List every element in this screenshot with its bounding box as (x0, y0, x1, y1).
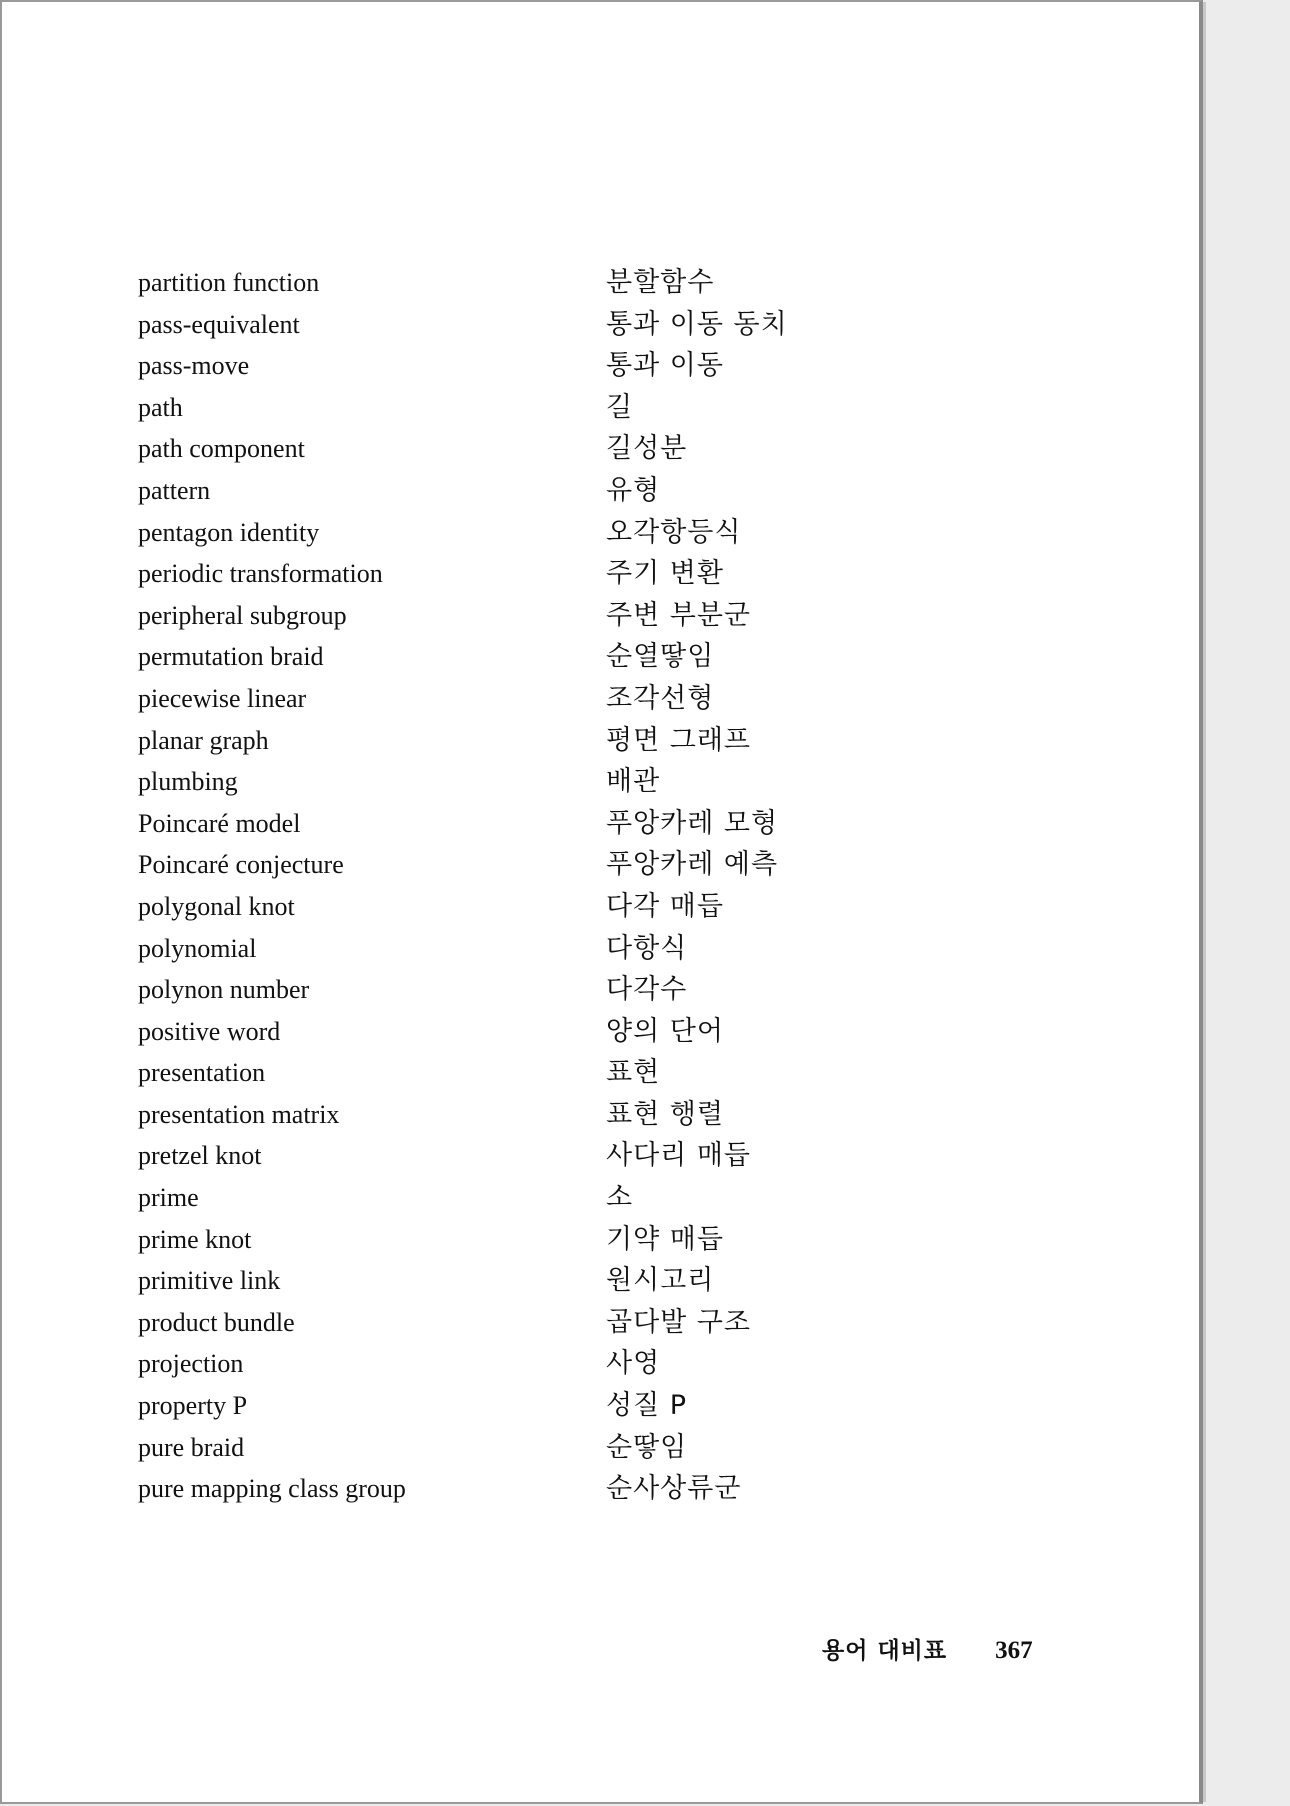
glossary-row (138, 557, 1038, 599)
glossary-row (138, 1223, 1038, 1265)
korean-term: 표현 (606, 1057, 661, 1089)
glossary-row (138, 1056, 1038, 1098)
korean-term: 통과 이동 (606, 350, 724, 382)
korean-term: 주기 변환 (606, 558, 724, 590)
glossary-row (138, 848, 1038, 890)
english-term: partition function (138, 268, 320, 297)
glossary-row (138, 474, 1038, 516)
english-term: pure mapping class group (138, 1474, 406, 1504)
glossary-row (138, 1389, 1038, 1431)
korean-term: 조각선형 (606, 682, 715, 714)
english-term: piecewise linear (138, 683, 307, 713)
korean-term: 순땋임 (606, 1431, 688, 1463)
korean-term: 사다리 매듭 (606, 1140, 751, 1172)
english-term: positive word (138, 1016, 281, 1046)
glossary-row (138, 932, 1038, 974)
korean-term: 기약 매듭 (606, 1223, 724, 1255)
korean-term: 순열땋임 (606, 641, 715, 673)
glossary-row (138, 1264, 1038, 1306)
glossary-row (138, 724, 1038, 766)
english-term: pass-move (138, 351, 250, 381)
footer-title: 용어 대비표 (822, 1638, 948, 1664)
korean-term: 오각항등식 (606, 516, 742, 548)
glossary-row (138, 1347, 1038, 1389)
korean-term: 주변 부분군 (606, 599, 751, 631)
glossary-row (138, 640, 1038, 682)
korean-term: 다항식 (606, 932, 688, 964)
english-term: pass-equivalent (138, 309, 300, 339)
english-term: pattern (138, 475, 211, 505)
korean-term: 길성분 (606, 433, 688, 465)
glossary-row (138, 807, 1038, 849)
english-term: periodic transformation (138, 559, 383, 589)
english-term: polygonal knot (138, 891, 295, 921)
english-term: presentation (138, 1058, 266, 1088)
english-term: prime (138, 1183, 199, 1213)
glossary-row (138, 266, 1038, 308)
korean-term: 길 (606, 391, 634, 423)
english-term: pentagon identity (138, 517, 320, 547)
korean-term: 평면 그래프 (606, 724, 751, 756)
glossary-row (138, 682, 1038, 724)
korean-term: 다각수 (606, 974, 688, 1006)
glossary-row (138, 973, 1038, 1015)
english-term: projection (138, 1349, 244, 1379)
korean-term: 분할함수 (606, 267, 715, 298)
english-term: path (138, 392, 183, 422)
korean-term: 성질 P (606, 1390, 688, 1422)
english-term: path component (138, 434, 305, 464)
korean-term: 통과 이동 동치 (606, 308, 788, 340)
glossary-row (138, 890, 1038, 932)
glossary-row (138, 308, 1038, 350)
english-term: presentation matrix (138, 1099, 340, 1129)
glossary-row (138, 1015, 1038, 1057)
glossary-row (138, 1306, 1038, 1348)
korean-term: 유형 (606, 474, 661, 506)
glossary-row (138, 1431, 1038, 1473)
page-footer (822, 1632, 1033, 1672)
korean-term: 곱다발 구조 (606, 1306, 751, 1338)
korean-term: 순사상류군 (606, 1473, 742, 1505)
glossary-row (138, 1098, 1038, 1140)
english-term: Poincaré model (138, 808, 301, 838)
glossary-row (138, 1181, 1038, 1223)
english-term: polynomial (138, 933, 257, 963)
english-term: prime knot (138, 1224, 252, 1254)
glossary-row (138, 432, 1038, 474)
korean-term: 푸앙카레 모형 (606, 807, 779, 839)
english-term: plumbing (138, 767, 238, 797)
korean-term: 푸앙카레 예측 (606, 849, 779, 881)
korean-term: 양의 단어 (606, 1015, 724, 1047)
glossary-row (138, 391, 1038, 433)
english-term: polynon number (138, 975, 310, 1005)
korean-term: 표현 행렬 (606, 1098, 724, 1130)
english-term: Poincaré conjecture (138, 850, 344, 880)
korean-term: 다각 매듭 (606, 890, 724, 922)
english-term: pure braid (138, 1432, 245, 1462)
english-term: product bundle (138, 1307, 295, 1337)
korean-term: 사영 (606, 1348, 661, 1380)
glossary-row (138, 1472, 1038, 1514)
english-term: planar graph (138, 725, 269, 755)
korean-term: 배관 (606, 766, 661, 798)
korean-term: 원시고리 (606, 1265, 715, 1297)
english-term: primitive link (138, 1266, 281, 1296)
english-term: peripheral subgroup (138, 600, 347, 630)
english-term: permutation braid (138, 642, 324, 672)
page-number: 367 (995, 1637, 1033, 1664)
glossary-row (138, 516, 1038, 558)
glossary-row (138, 765, 1038, 807)
glossary-row (138, 599, 1038, 641)
glossary-row (138, 349, 1038, 391)
english-term: property P (138, 1391, 248, 1421)
korean-term: 소 (606, 1182, 634, 1214)
glossary-list (138, 266, 1038, 1514)
english-term: pretzel knot (138, 1141, 262, 1171)
glossary-row (138, 1139, 1038, 1181)
